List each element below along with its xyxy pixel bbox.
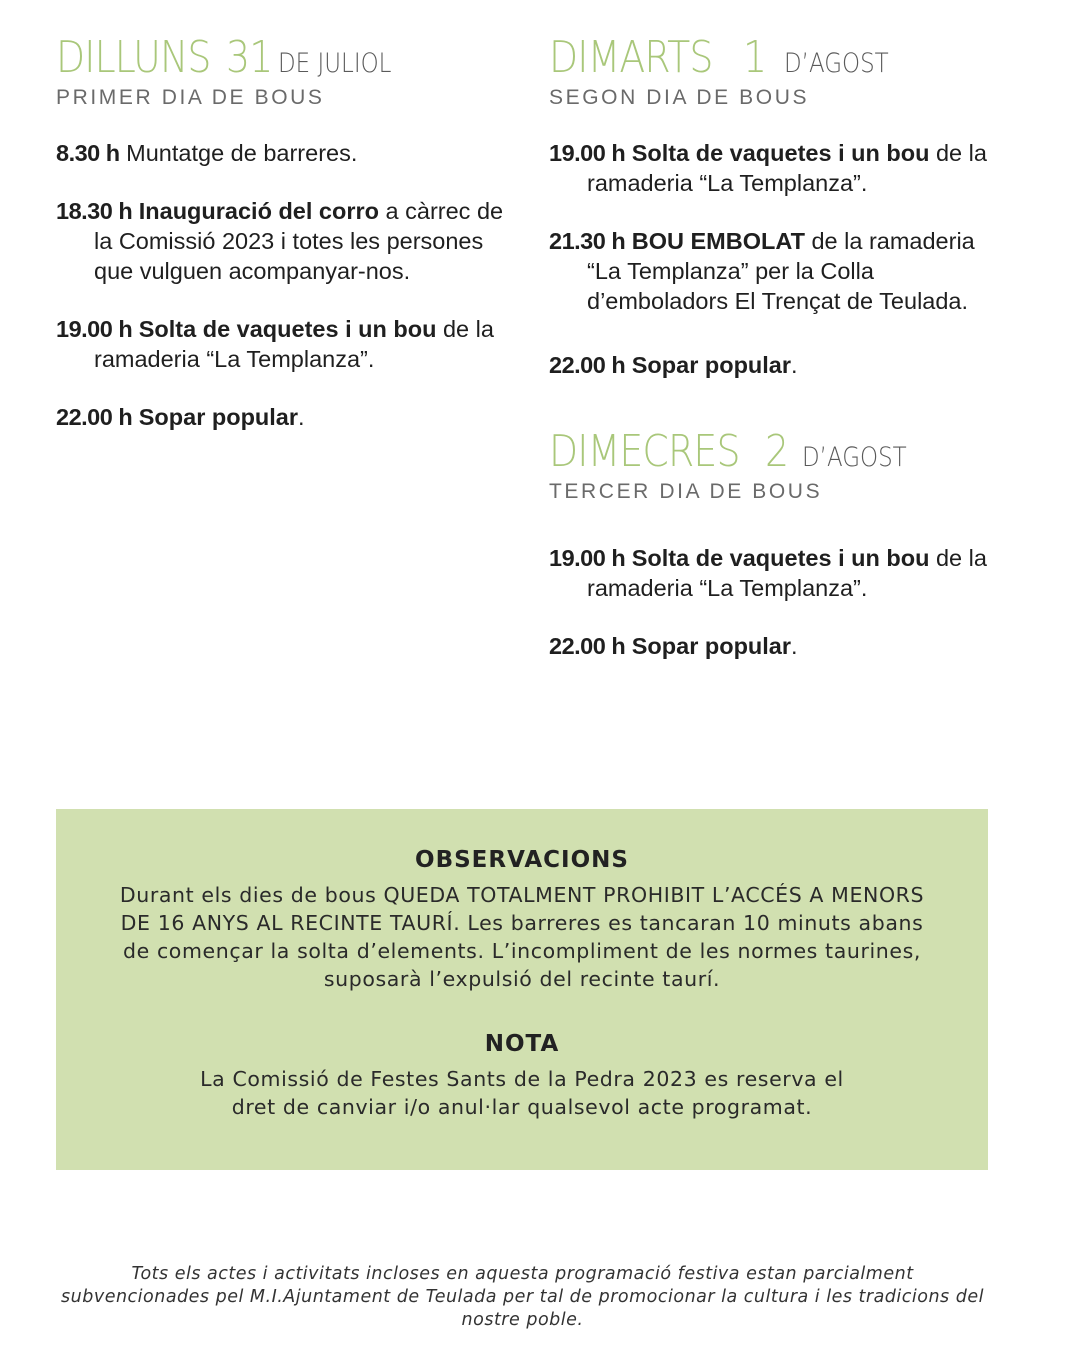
event-time: 19.00 h — [549, 545, 626, 571]
day-subtitle: SEGON DIA DE BOUS — [549, 86, 810, 109]
event-time: 22.00 h — [549, 352, 626, 378]
day-month: DE JULIOL — [277, 48, 392, 79]
event-text: de la ramaderia “La Templanza”. — [94, 316, 494, 372]
day-header-dimecres — [549, 426, 925, 504]
event-item — [549, 631, 999, 661]
day-title — [549, 32, 907, 83]
events-dimecres — [549, 543, 999, 661]
event-item — [56, 402, 506, 432]
event-item — [549, 138, 999, 198]
day-month: D’AGOST — [784, 48, 889, 79]
event-text: . — [298, 404, 305, 430]
day-number: 1 — [743, 32, 767, 83]
day-title — [56, 32, 411, 83]
event-title: Solta de vaquetes i un bou — [631, 545, 930, 571]
event-item — [549, 226, 999, 316]
event-text: de la ramaderia “La Templanza” per la Colla d’emboladors El Trençat de Teulada. — [587, 228, 975, 314]
event-item — [549, 350, 999, 380]
event-title: Sopar popular — [631, 352, 792, 378]
event-time: 19.00 h — [56, 316, 133, 342]
event-text: . — [791, 352, 798, 378]
events-dilluns — [56, 138, 506, 432]
day-number: 2 — [764, 426, 788, 477]
event-title: Sopar popular — [631, 633, 792, 659]
day-header-dilluns — [56, 32, 411, 110]
day-name: DILLUNS — [56, 32, 211, 83]
day-name: DIMECRES — [549, 426, 740, 477]
event-item — [56, 314, 506, 374]
observations-title: OBSERVACIONS — [415, 847, 629, 873]
event-title: Solta de vaquetes i un bou — [138, 316, 437, 342]
event-text: . — [791, 633, 798, 659]
day-name: DIMARTS — [549, 32, 713, 83]
event-time: 18.30 h — [56, 198, 133, 224]
event-title: BOU EMBOLAT — [631, 228, 805, 254]
event-item — [549, 543, 999, 603]
event-title: Solta de vaquetes i un bou — [631, 140, 930, 166]
event-text: a càrrec de la Comissió 2023 i totes les persones que vulguen acompanyar-nos. — [94, 198, 504, 284]
day-month: D’AGOST — [801, 442, 907, 473]
observations-box — [56, 809, 988, 1170]
event-time: 19.00 h — [549, 140, 626, 166]
day-subtitle: TERCER DIA DE BOUS — [549, 480, 823, 503]
event-title: Inauguració del corro — [138, 198, 380, 224]
event-text: Muntatge de barreres. — [126, 140, 358, 166]
nota-title: NOTA — [484, 1031, 560, 1057]
event-title: Sopar popular — [138, 404, 299, 430]
day-header-dimarts — [549, 32, 907, 110]
event-item — [56, 138, 506, 168]
observations-text: Durant els dies de bous QUEDA TOTALMENT PROHIBIT L’ACCÉS A MENORS DE 16 ANYS AL RECINTE TAURÍ. Les barreres es tancaran 10 minuts abans de començar la solta d’elements. L’incompliment de les normes taurines, suposarà l’expulsió del recinte taurí. — [119, 883, 925, 991]
event-time: 8.30 h — [56, 140, 120, 166]
day-subtitle: PRIMER DIA DE BOUS — [56, 86, 325, 109]
event-item — [56, 196, 506, 286]
day-number: 31 — [225, 32, 273, 83]
events-dimarts — [549, 138, 999, 380]
event-time: 21.30 h — [549, 228, 626, 254]
nota-text: La Comissió de Festes Sants de la Pedra 2023 es reserva el dret de canviar i/o anul·lar qualsevol acte programat. — [200, 1067, 844, 1119]
event-text: de la ramaderia “La Templanza”. — [587, 545, 987, 601]
day-title — [549, 426, 925, 477]
footer-note: Tots els actes i activitats incloses en aquesta programació festiva estan parcialment subvencionades pel M.I.Ajuntament de Teulada per tal de promocionar la cultura i les tradicions del nostre poble. — [61, 1264, 984, 1330]
event-time: 22.00 h — [549, 633, 626, 659]
event-time: 22.00 h — [56, 404, 133, 430]
event-text: de la ramaderia “La Templanza”. — [587, 140, 987, 196]
